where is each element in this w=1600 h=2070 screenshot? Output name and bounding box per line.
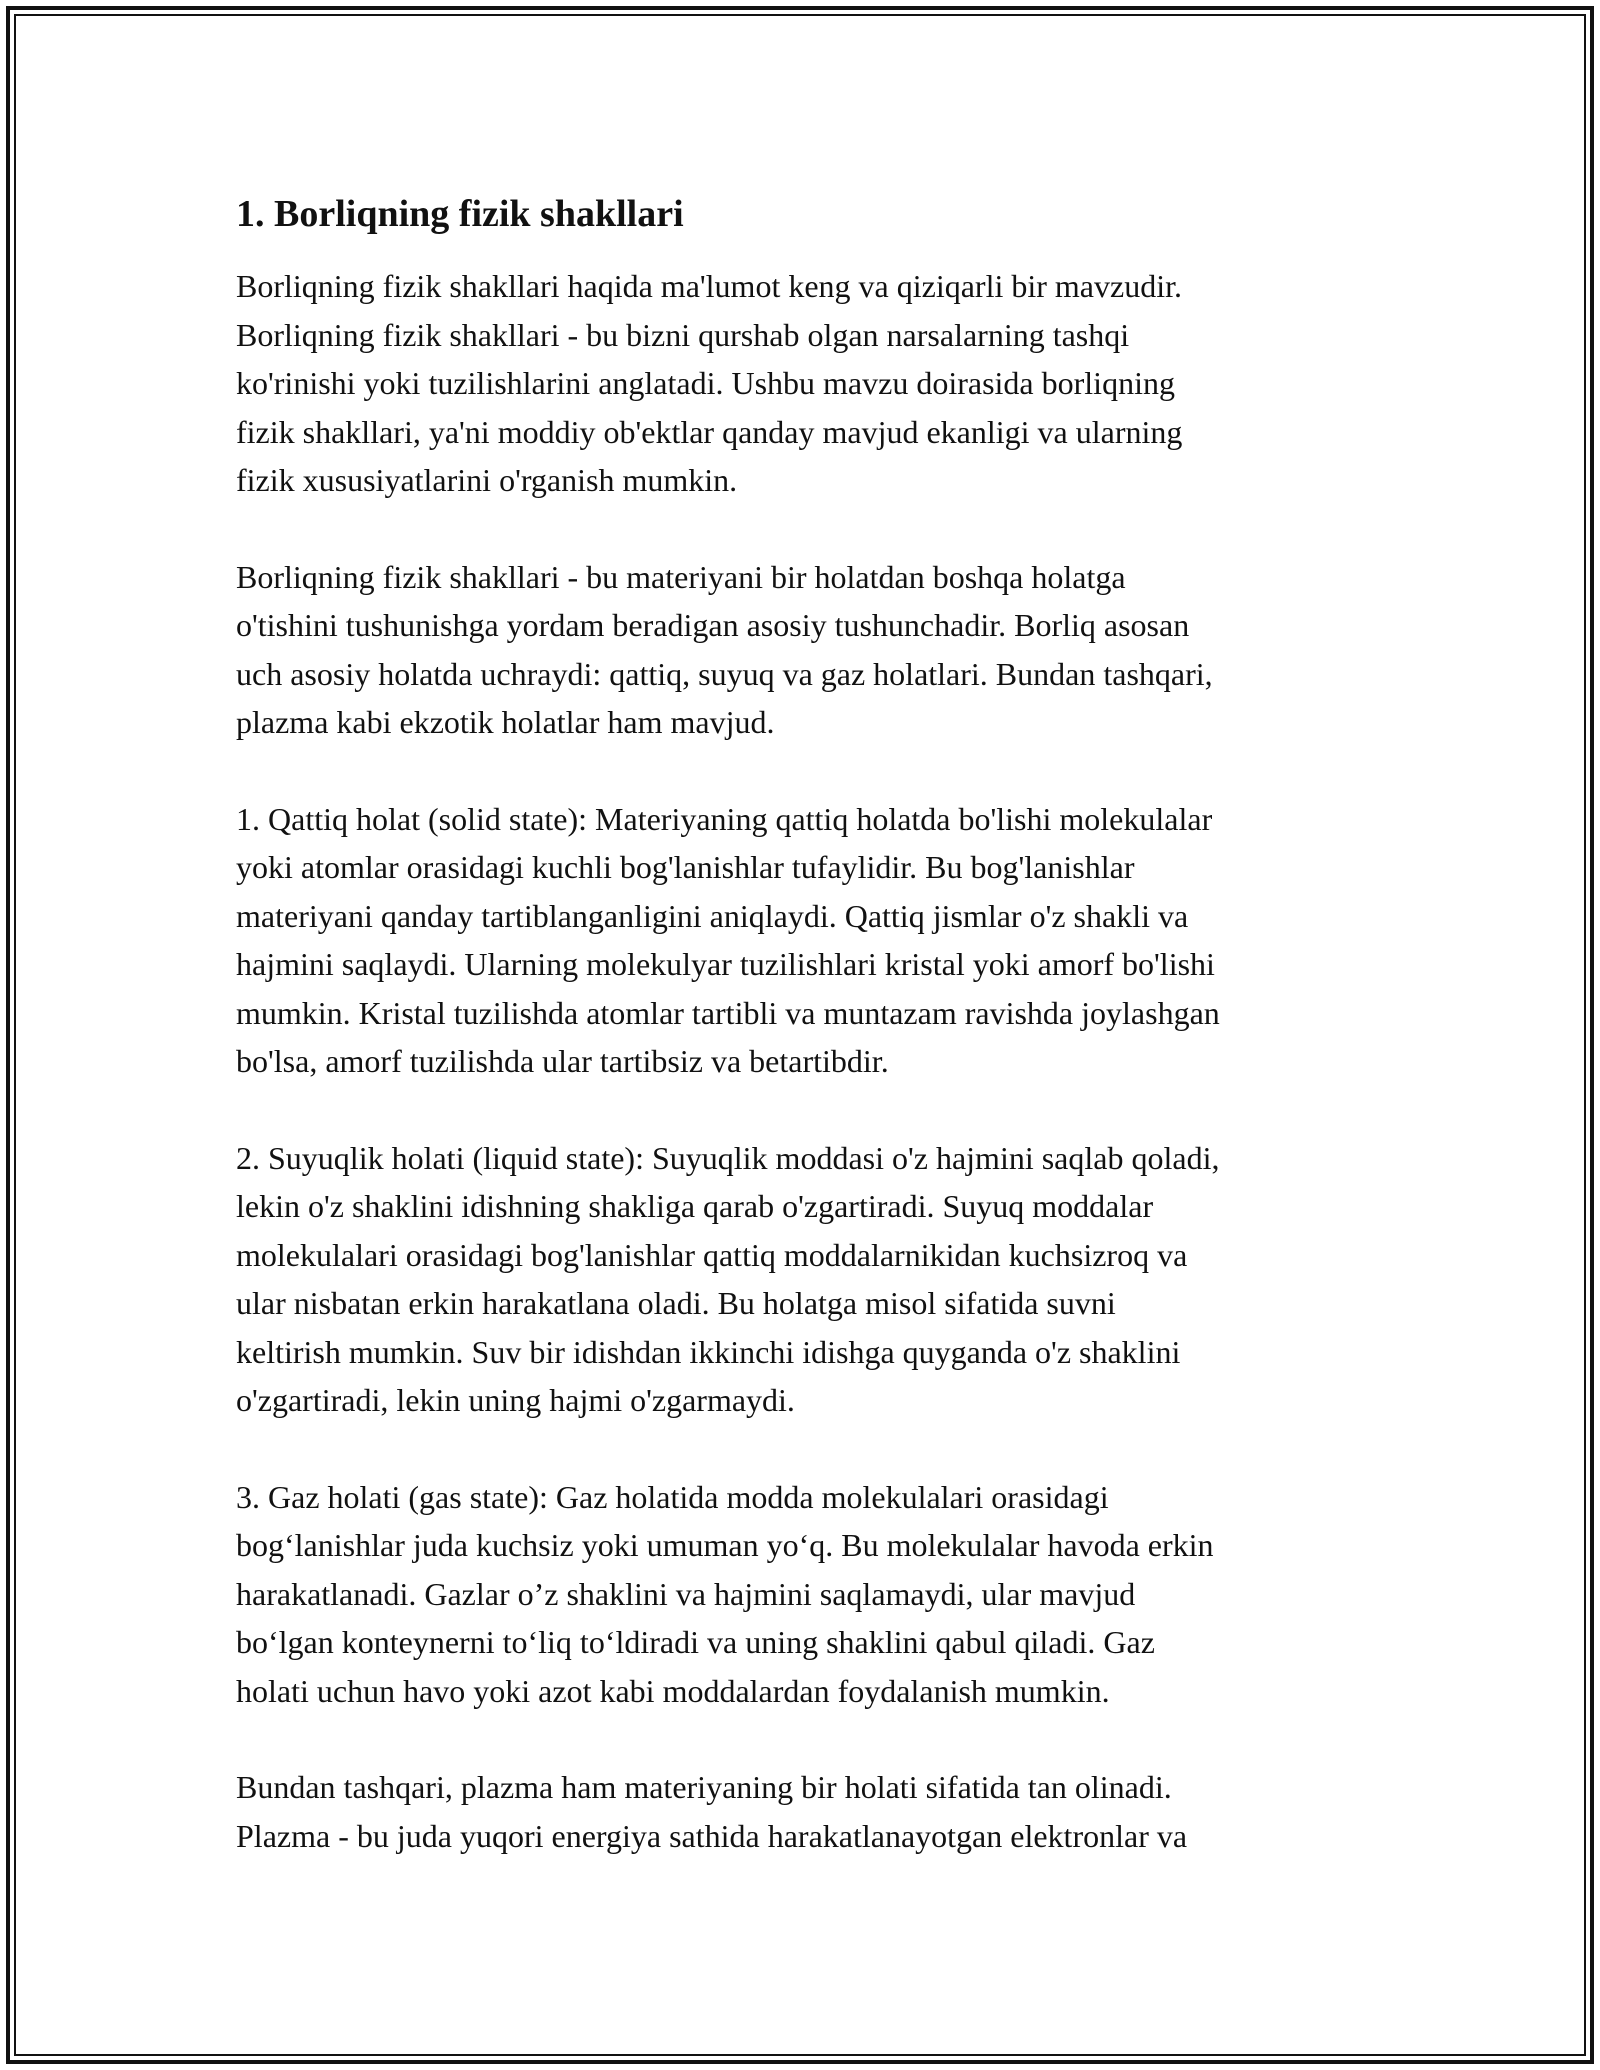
- text-line: yoki atomlar orasidagi kuchli bog'lanishlar tufaylidir. Bu bog'lanishlar: [236, 849, 1135, 885]
- paragraph: [236, 1473, 1376, 1716]
- text-line: Borliqning fizik shakllari haqida ma'lumot keng va qiziqarli bir mavzudir.: [236, 268, 1182, 304]
- text-line: ular nisbatan erkin harakatlana oladi. Bu holatga misol sifatida suvni: [236, 1285, 1116, 1321]
- text-line: Borliqning fizik shakllari - bu materiyani bir holatdan boshqa holatga: [236, 558, 1126, 595]
- text-line: uch asosiy holatda uchraydi: qattiq, suyuq va gaz holatlari. Bundan tashqari,: [236, 655, 1213, 692]
- text-line: keltirish mumkin. Suv bir idishdan ikkinchi idishga quyganda o'z shaklini: [236, 1333, 1181, 1370]
- text-line: 2. Suyuqlik holati (liquid state): Suyuqlik moddasi o'z hajmini saqlab qoladi,: [236, 1139, 1220, 1176]
- text-line: Plazma - bu juda yuqori energiya sathida harakatlanayotgan elektronlar va: [236, 1817, 1188, 1854]
- text-line: Borliqning fizik shakllari - bu bizni qurshab olgan narsalarning tashqi: [236, 316, 1130, 353]
- paragraph: [236, 1763, 1376, 1860]
- section-heading: 1. Borliqning fizik shakllari: [236, 193, 684, 235]
- paragraph: [236, 795, 1376, 1086]
- text-line: 1. Qattiq holat (solid state): Materiyaning qattiq holatda bo'lishi molekulalar: [236, 800, 1213, 837]
- text-line: materiyani qanday tartiblanganligini aniqlaydi. Qattiq jismlar o'z shakli va: [236, 897, 1189, 934]
- text-line: o'zgartiradi, lekin uning hajmi o'zgarmaydi.: [236, 1382, 795, 1418]
- paragraph-list: [236, 262, 1376, 1860]
- text-line: hajmini saqlaydi. Ularning molekulyar tuzilishlari kristal yoki amorf bo'lishi: [236, 946, 1215, 982]
- text-line: bog‘lanishlar juda kuchsiz yoki umuman yo‘q. Bu molekulalar havoda erkin: [236, 1527, 1214, 1563]
- paragraph: [236, 1134, 1376, 1425]
- text-line: plazma kabi ekzotik holatlar ham mavjud.: [236, 704, 775, 740]
- text-line: bo‘lgan konteynerni to‘liq to‘ldiradi va uning shaklini qabul qiladi. Gaz: [236, 1624, 1155, 1660]
- text-line: 3. Gaz holati (gas state): Gaz holatida modda molekulalari orasidagi: [236, 1478, 1109, 1515]
- text-line: fizik xususiyatlarini o'rganish mumkin.: [236, 462, 738, 498]
- text-line: lekin o'z shaklini idishning shakliga qarab o'zgartiradi. Suyuq moddalar: [236, 1188, 1154, 1224]
- paragraph: [236, 553, 1376, 747]
- text-line: mumkin. Kristal tuzilishda atomlar tartibli va muntazam ravishda joylashgan: [236, 994, 1220, 1031]
- text-line: holati uchun havo yoki azot kabi moddalardan foydalanish mumkin.: [236, 1672, 1110, 1709]
- text-line: fizik shakllari, ya'ni moddiy ob'ektlar qanday mavjud ekanligi va ularning: [236, 413, 1183, 450]
- text-line: ko'rinishi yoki tuzilishlarini anglatadi. Ushbu mavzu doirasida borliqning: [236, 365, 1175, 401]
- text-line: o'tishini tushunishga yordam beradigan asosiy tushunchadir. Borliq asosan: [236, 607, 1190, 643]
- text-line: harakatlanadi. Gazlar o’z shaklini va hajmini saqlamaydi, ular mavjud: [236, 1575, 1136, 1612]
- text-line: bo'lsa, amorf tuzilishda ular tartibsiz va betartibdir.: [236, 1043, 889, 1079]
- document-body: [236, 188, 1376, 1908]
- text-line: molekulalari orasidagi bog'lanishlar qattiq moddalarnikidan kuchsizroq va: [236, 1236, 1188, 1273]
- paragraph: [236, 262, 1376, 505]
- text-line: Bundan tashqari, plazma ham materiyaning bir holati sifatida tan olinadi.: [236, 1769, 1172, 1805]
